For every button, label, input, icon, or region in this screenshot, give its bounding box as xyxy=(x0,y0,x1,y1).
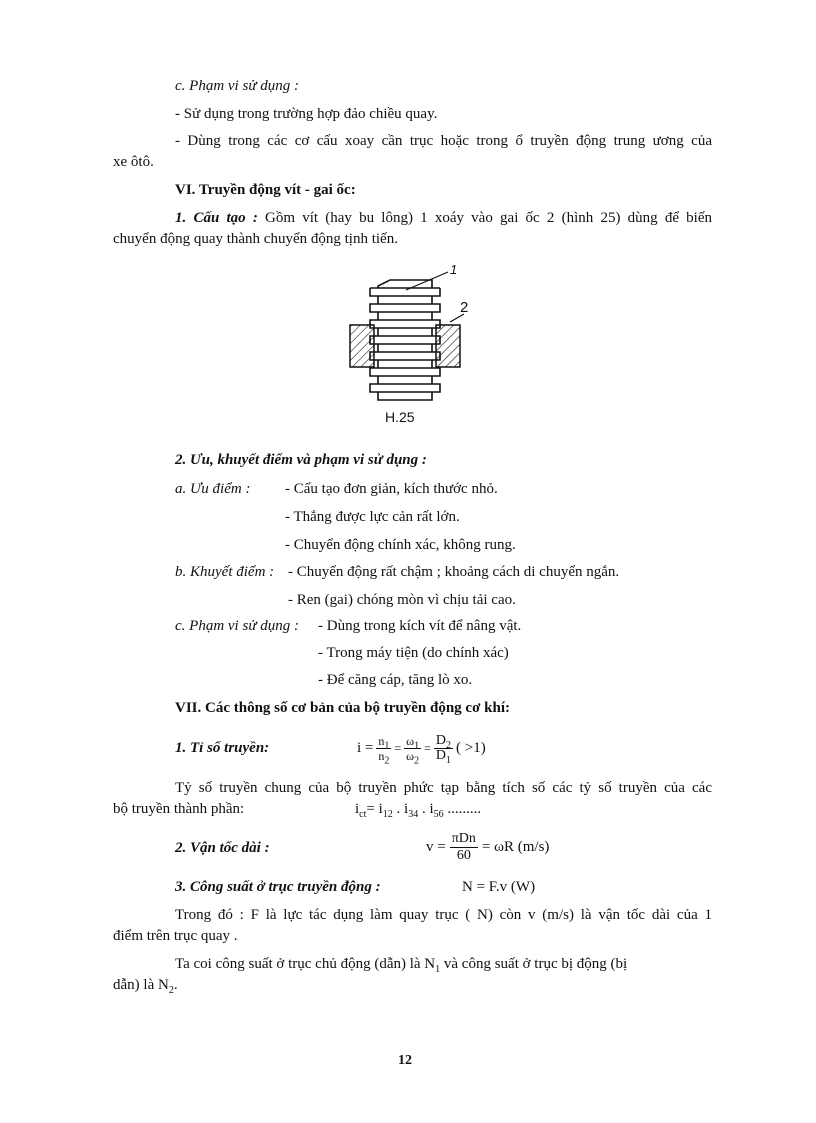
advantage-item-2: - Thắng được lực cản rất lớn. xyxy=(285,509,460,525)
section-c-item-2-line-2: xe ôtô. xyxy=(113,154,154,170)
ratio-n-fraction: $\frac{n_1}{n_2}$ xyxy=(378,733,390,766)
section-6-heading: VI. Truyền động vít - gai ốc: xyxy=(175,182,356,198)
figure-label-1: 1 xyxy=(450,262,458,277)
total-ratio-chain: $i_{ct}= i_{12}$ . $i_{34}$ . $i_{56}$ ......... xyxy=(355,801,482,820)
disadvantage-item-2: - Ren (gai) chóng mòn vì chịu tải cao. xyxy=(288,592,516,608)
section-6-1-label: 1. Cấu tạo : xyxy=(175,210,258,226)
usage-item-2: - Trong máy tiện (do chính xác) xyxy=(318,645,509,661)
section-6-1-text: Gồm vít (hay bu lông) 1 xoáy vào gai ốc 2 (hình 25) dùng để biến xyxy=(257,210,712,226)
velocity-formula xyxy=(426,826,549,868)
figure-label-2: 2 xyxy=(460,299,469,316)
advantages-label: a. Ưu điểm : xyxy=(175,481,251,497)
section-c-title: c. Phạm vi sử dụng : xyxy=(175,78,299,94)
power-line-2: dẫn) là $N_2$. xyxy=(113,977,178,996)
section-7-1-text-line-1: Tỷ số truyền chung của bộ truyền phức tạp bằng tích số các tỷ số truyền của các xyxy=(175,780,712,796)
ratio-tail: ( >1) xyxy=(455,739,486,756)
section-7-1-text-line-2: bộ truyền thành phần: xyxy=(113,801,245,817)
usage-label: c. Phạm vi sử dụng : xyxy=(175,618,299,634)
ratio-equals-1: = xyxy=(394,740,402,755)
ratio-omega-fraction: $\frac{\omega_1}{\omega_2}$ xyxy=(406,733,420,766)
where-line-2: điểm trên trục quay . xyxy=(113,928,238,944)
where-line-1: Trong đó : F là lực tác dụng làm quay trục ( N) còn v (m/s) là vận tốc dài của 1 xyxy=(175,907,712,923)
figure-25-screw-nut xyxy=(340,260,470,430)
ratio-equals-2: = xyxy=(424,740,431,755)
power-line-1: Ta coi công suất ở trục chủ động (dẫn) là $N_1$ và công suất ở trục bị động (bị xyxy=(175,956,628,975)
section-c-item-1: - Sử dụng trong trường hợp đảo chiều quay. xyxy=(175,106,438,122)
section-6-1-line-2: chuyển động quay thành chuyển động tịnh tiến. xyxy=(113,231,398,247)
section-7-3-label: 3. Công suất ở trục truyền động : xyxy=(175,879,381,895)
power-formula: N = F.v (W) xyxy=(462,879,536,895)
section-7-1-label: 1. Tỉ số truyền: xyxy=(175,740,270,756)
velocity-fraction: $\frac{\text{πDn}}{60}$ xyxy=(451,830,476,863)
velocity-tail: = ωR (m/s) xyxy=(481,838,550,855)
disadvantages-label: b. Khuyết điểm : xyxy=(175,564,275,580)
usage-item-1: - Dùng trong kích vít để nâng vật. xyxy=(318,618,522,634)
section-6-1-line-1 xyxy=(175,208,712,229)
section-6-2-heading: 2. Ưu, khuyết điểm và phạm vi sử dụng : xyxy=(175,452,427,468)
ratio-d-fraction: $\frac{D_2}{D_1}$ xyxy=(435,732,451,766)
screw-body xyxy=(370,280,440,400)
velocity-v: v = xyxy=(426,838,446,855)
section-7-heading: VII. Các thông số cơ bản của bộ truyền động cơ khí: xyxy=(175,700,510,716)
gear-ratio-formula xyxy=(357,728,486,768)
usage-item-3: - Để căng cáp, tăng lò xo. xyxy=(318,672,473,688)
ratio-i: i = xyxy=(357,739,374,756)
advantage-item-1: - Cấu tạo đơn giản, kích thước nhỏ. xyxy=(285,481,498,497)
advantage-item-3: - Chuyển động chính xác, không rung. xyxy=(285,537,516,553)
figure-caption: H.25 xyxy=(385,409,415,425)
disadvantage-item-1: - Chuyển động rất chậm ; khoảng cách di chuyển ngắn. xyxy=(288,564,620,580)
section-c-item-2-line-1: - Dùng trong các cơ cấu xoay cần trục hoặc trong ổ truyền động trung ương của xyxy=(175,133,712,149)
page-number: 12 xyxy=(398,1053,412,1068)
section-7-2-label: 2. Vận tốc dài : xyxy=(175,840,270,856)
